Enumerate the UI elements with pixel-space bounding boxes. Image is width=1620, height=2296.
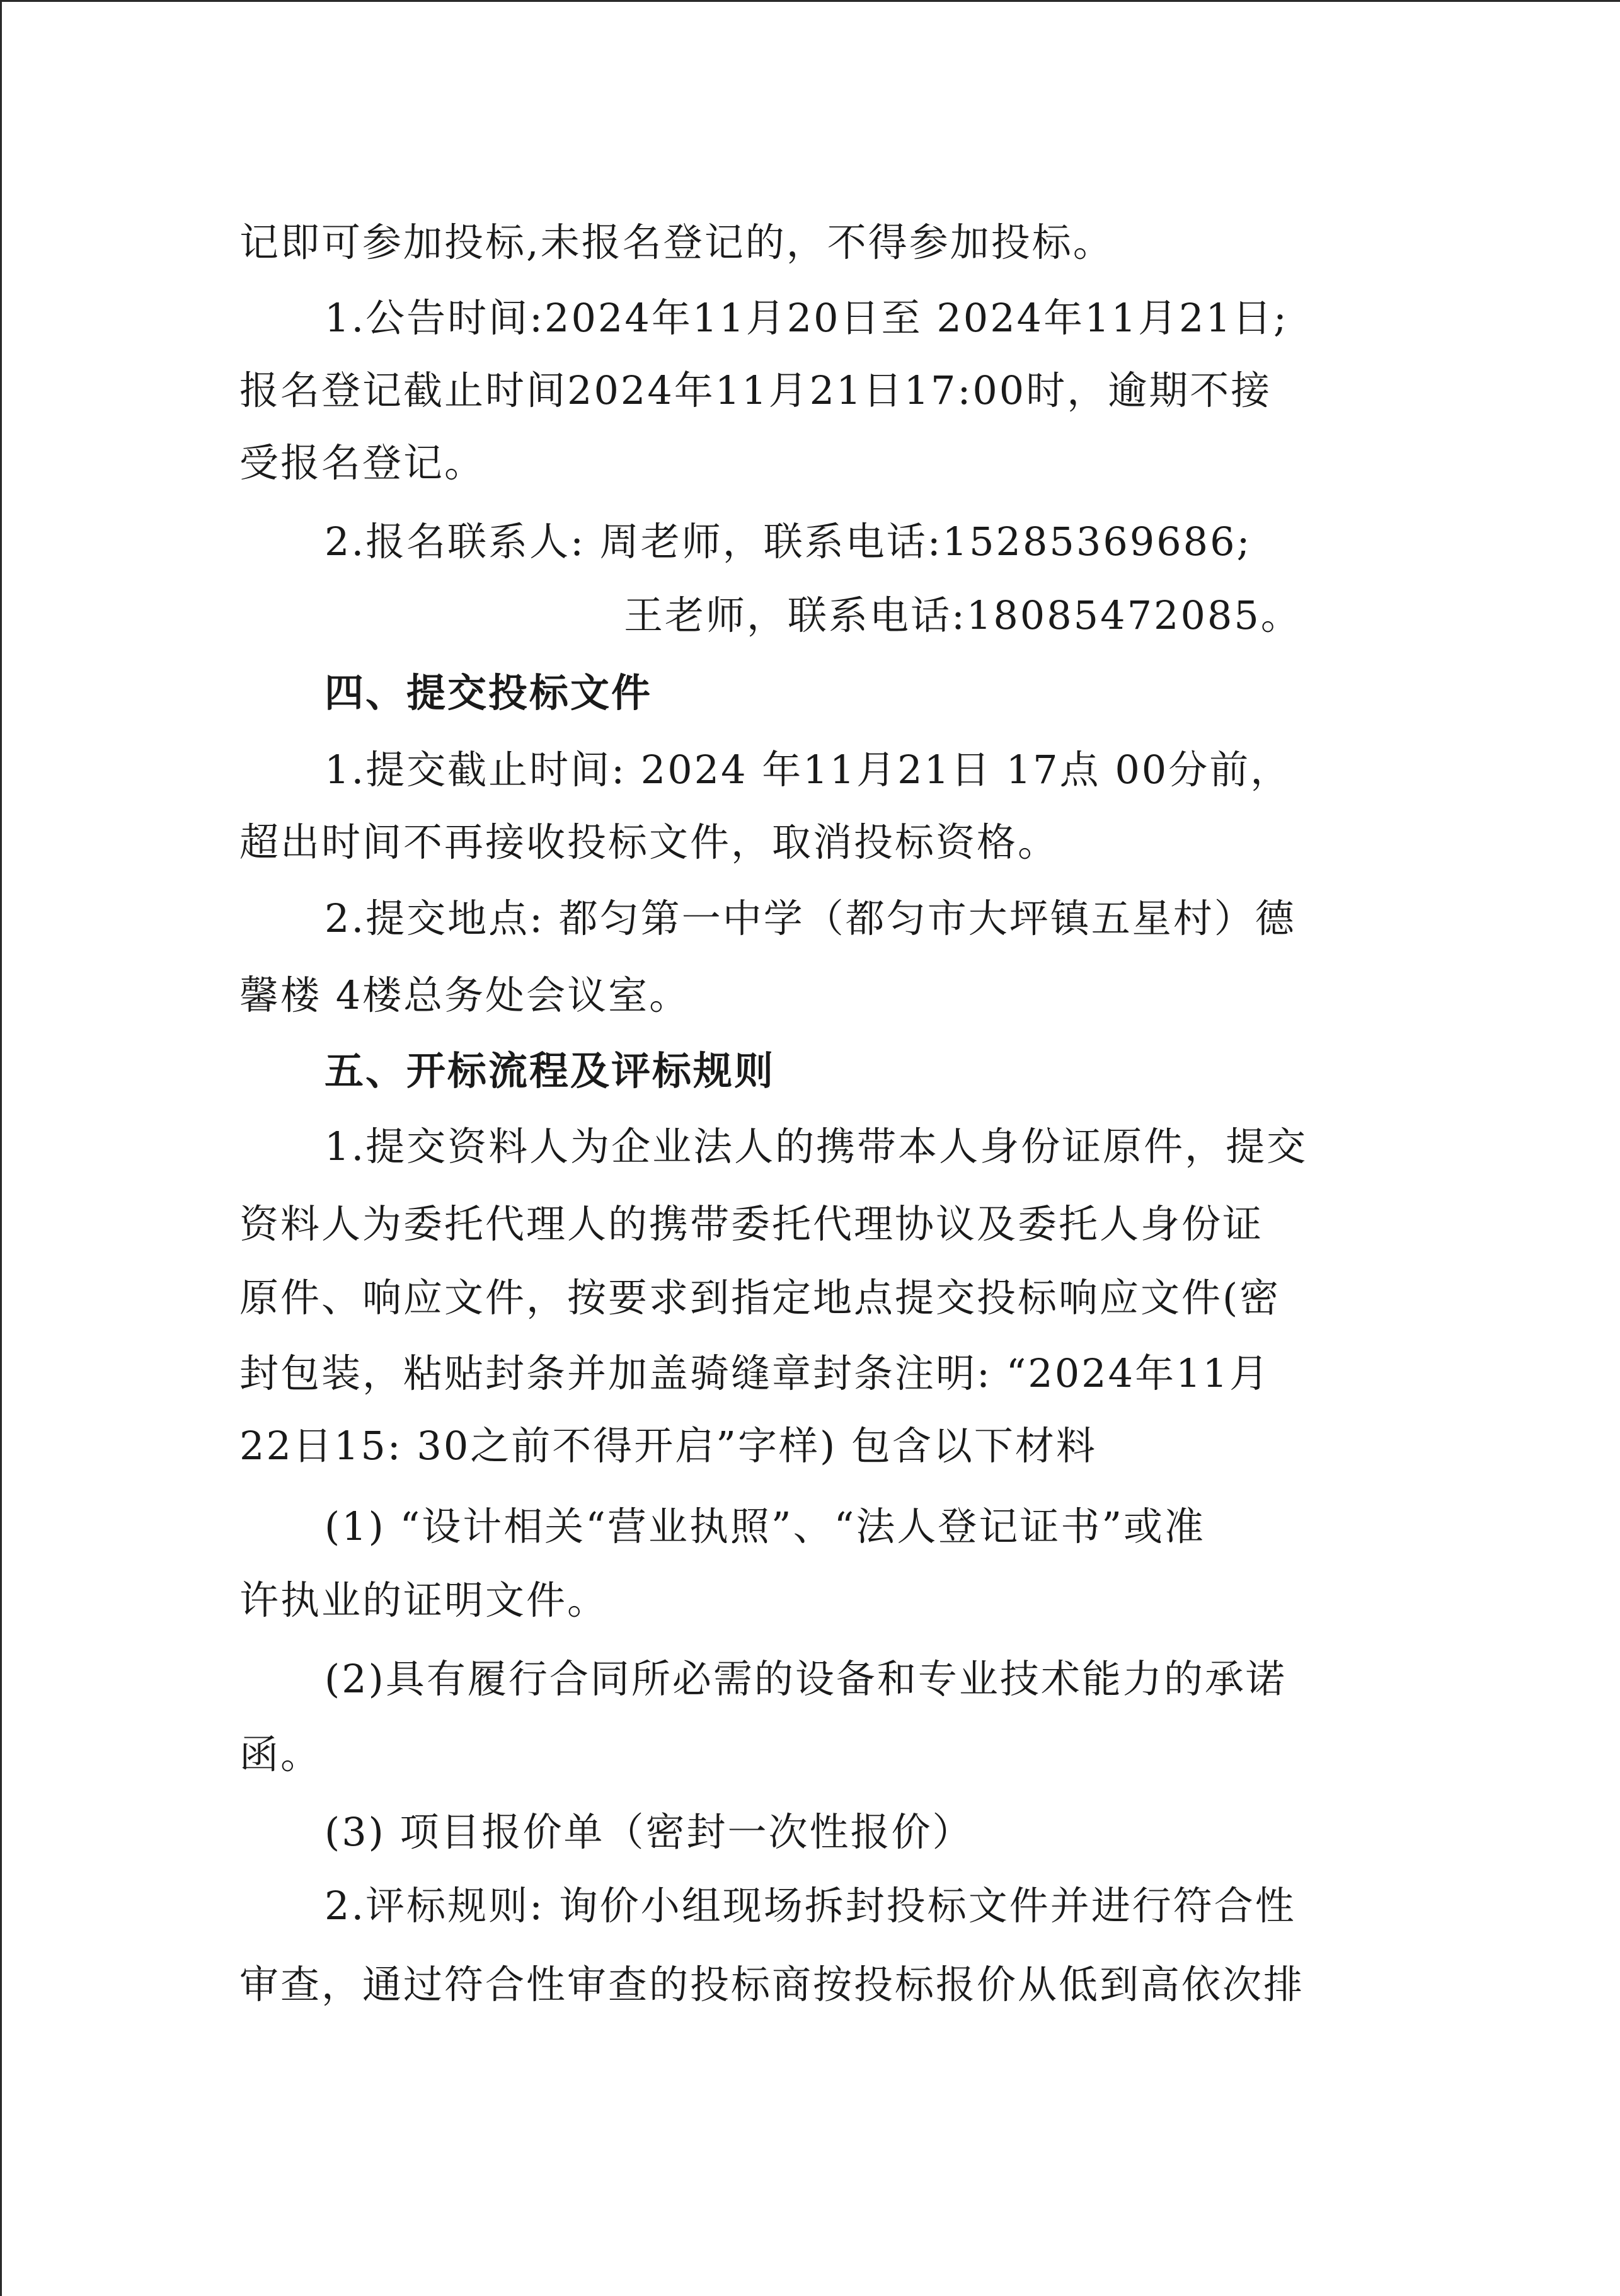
section-heading-5: 五、开标流程及评标规则 bbox=[325, 1048, 776, 1094]
section-heading-4: 四、提交投标文件 bbox=[325, 670, 653, 716]
paragraph-line: 2.提交地点: 都匀第一中学（都匀市大坪镇五星村）德 bbox=[325, 895, 1296, 941]
paragraph-line: 22日15: 30之前不得开启”字样) 包含以下材料 bbox=[239, 1423, 1097, 1469]
paragraph-line: 资料人为委托代理人的携带委托代理协议及委托人身份证 bbox=[239, 1201, 1264, 1247]
scan-border-left bbox=[0, 0, 2, 2296]
paragraph-line: 1.提交资料人为企业法人的携带本人身份证原件，提交 bbox=[325, 1123, 1308, 1169]
paragraph-line: 原件、响应文件，按要求到指定地点提交投标响应文件(密 bbox=[239, 1275, 1281, 1321]
paragraph-line: 2.评标规则: 询价小组现场拆封投标文件并进行符合性 bbox=[325, 1883, 1296, 1929]
list-item-2: (2)具有履行合同所必需的设备和专业技术能力的承诺 bbox=[325, 1656, 1287, 1702]
paragraph-line: 受报名登记。 bbox=[239, 440, 486, 486]
contact-line-1: 2.报名联系人: 周老师，联系电话:15285369686; bbox=[325, 519, 1252, 565]
paragraph-line: 函。 bbox=[239, 1731, 322, 1777]
paragraph-line: 记即可参加投标,未报名登记的，不得参加投标。 bbox=[239, 219, 1114, 265]
list-item-1: (1) “设计相关“营业执照”、“法人登记证书”或准 bbox=[325, 1503, 1206, 1549]
scan-border-top bbox=[0, 0, 1620, 2]
paragraph-line: 封包装，粘贴封条并加盖骑缝章封条注明: “2024年11月 bbox=[239, 1350, 1270, 1396]
paragraph-line: 馨楼 4楼总务处会议室。 bbox=[239, 972, 691, 1018]
paragraph-line: 超出时间不再接收投标文件，取消投标资格。 bbox=[239, 819, 1059, 865]
contact-line-2: 王老师，联系电话:18085472085。 bbox=[624, 592, 1302, 638]
notice-time-line: 1.公告时间:2024年11月20日至 2024年11月21日; bbox=[325, 295, 1289, 341]
paragraph-line: 审查，通过符合性审查的投标商按投标报价从低到高依次排 bbox=[239, 1961, 1305, 2007]
paragraph-line: 许执业的证明文件。 bbox=[239, 1577, 609, 1623]
list-item-3: (3) 项目报价单（密封一次性报价） bbox=[325, 1809, 974, 1855]
paragraph-line: 报名登记截止时间2024年11月21日17:00时，逾期不接 bbox=[239, 367, 1272, 413]
paragraph-line: 1.提交截止时间: 2024 年11月21日 17点 00分前， bbox=[325, 747, 1292, 793]
